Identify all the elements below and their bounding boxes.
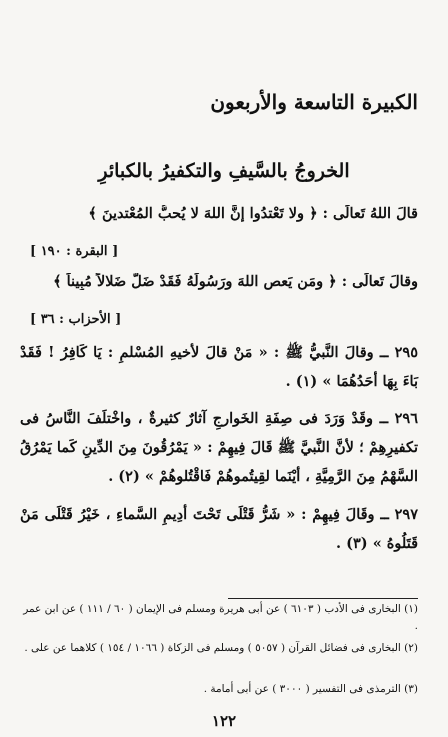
quran-quote-2: وقالَ تَعالَى : ﴿ ومَن يَعصِ اللهَ ورَسُولَهُ فَقَدْ ضَلَّ ضَلالاً مُبِيناً ﴾: [53, 273, 418, 290]
hadith-295: ٢٩٥ ــ وقالَ النَّبيُّ ﷺ : « مَنْ قالَ لأخيهِ المُسْلمِ : يَا كَافِرُ ! فَقَدْ بَاءَ بِهَا أحَدُهُمَا » (١) .: [20, 344, 418, 390]
hadith-296: ٢٩٦ ــ وقَدْ وَرَدَ فى صِفَةِ الخَوارجِ آثارٌ كثيرةٌ ، واخْتلَفَ النَّاسُ فى تكفيرِهِمْ ؛ لأنَّ النَّبيَّ ﷺ قَالَ فِيهِمْ : « يَمْرُقُونَ مِنَ الدِّينِ كَما يَمْرُقُ السَّهْمُ مِنَ الرَّمِيَّةِ ، أيْنَما لقِيتُموهُمْ فَاقْتُلوهُمْ » (٢) .: [20, 410, 418, 485]
footnote-divider: [228, 598, 418, 599]
chapter-title: الكبيرة التاسعة والأربعون: [210, 90, 418, 114]
hadith-297: ٢٩٧ ــ وقَالَ فِيهِمْ : « شَرُّ قَتْلَى تَحْتَ أدِيمِ السَّماءِ ، خَيْرُ قَتْلَى مَنْ قَتَلُوهُ » (٣) .: [20, 506, 418, 552]
footnote-3: (٣) الترمذى فى التفسير ( ٣٠٠٠ ) عن أبى أمامة .: [203, 683, 418, 695]
footnote-2: (٢) البخارى فى فضائل القرآن ( ٥٠٥٧ ) ومسلم فى الزكاة ( ١٠٦٦ / ١٥٤ ) كلاهما عن على .: [24, 642, 418, 654]
quran-ref-2: [ الأحزاب : ٣٦ ]: [30, 312, 122, 327]
quran-quote-1: قالَ اللهُ تَعالَى : ﴿ ولا تَعْتدُوا إنَّ اللهَ لا يُحبُّ المُعْتدينَ ﴾: [88, 205, 418, 222]
section-title: الخروجُ بالسَّيفِ والتكفيرُ بالكبائرِ: [98, 160, 350, 182]
quran-ref-1: [ البقرة : ١٩٠ ]: [30, 244, 119, 259]
page-number: ١٢٢: [211, 712, 237, 730]
footnote-1: (١) البخارى فى الأدب ( ٦١٠٣ ) عن أبى هريرة ومسلم فى الإيمان ( ٦٠ / ١١١ ) عن ابن عمر .: [23, 603, 418, 632]
